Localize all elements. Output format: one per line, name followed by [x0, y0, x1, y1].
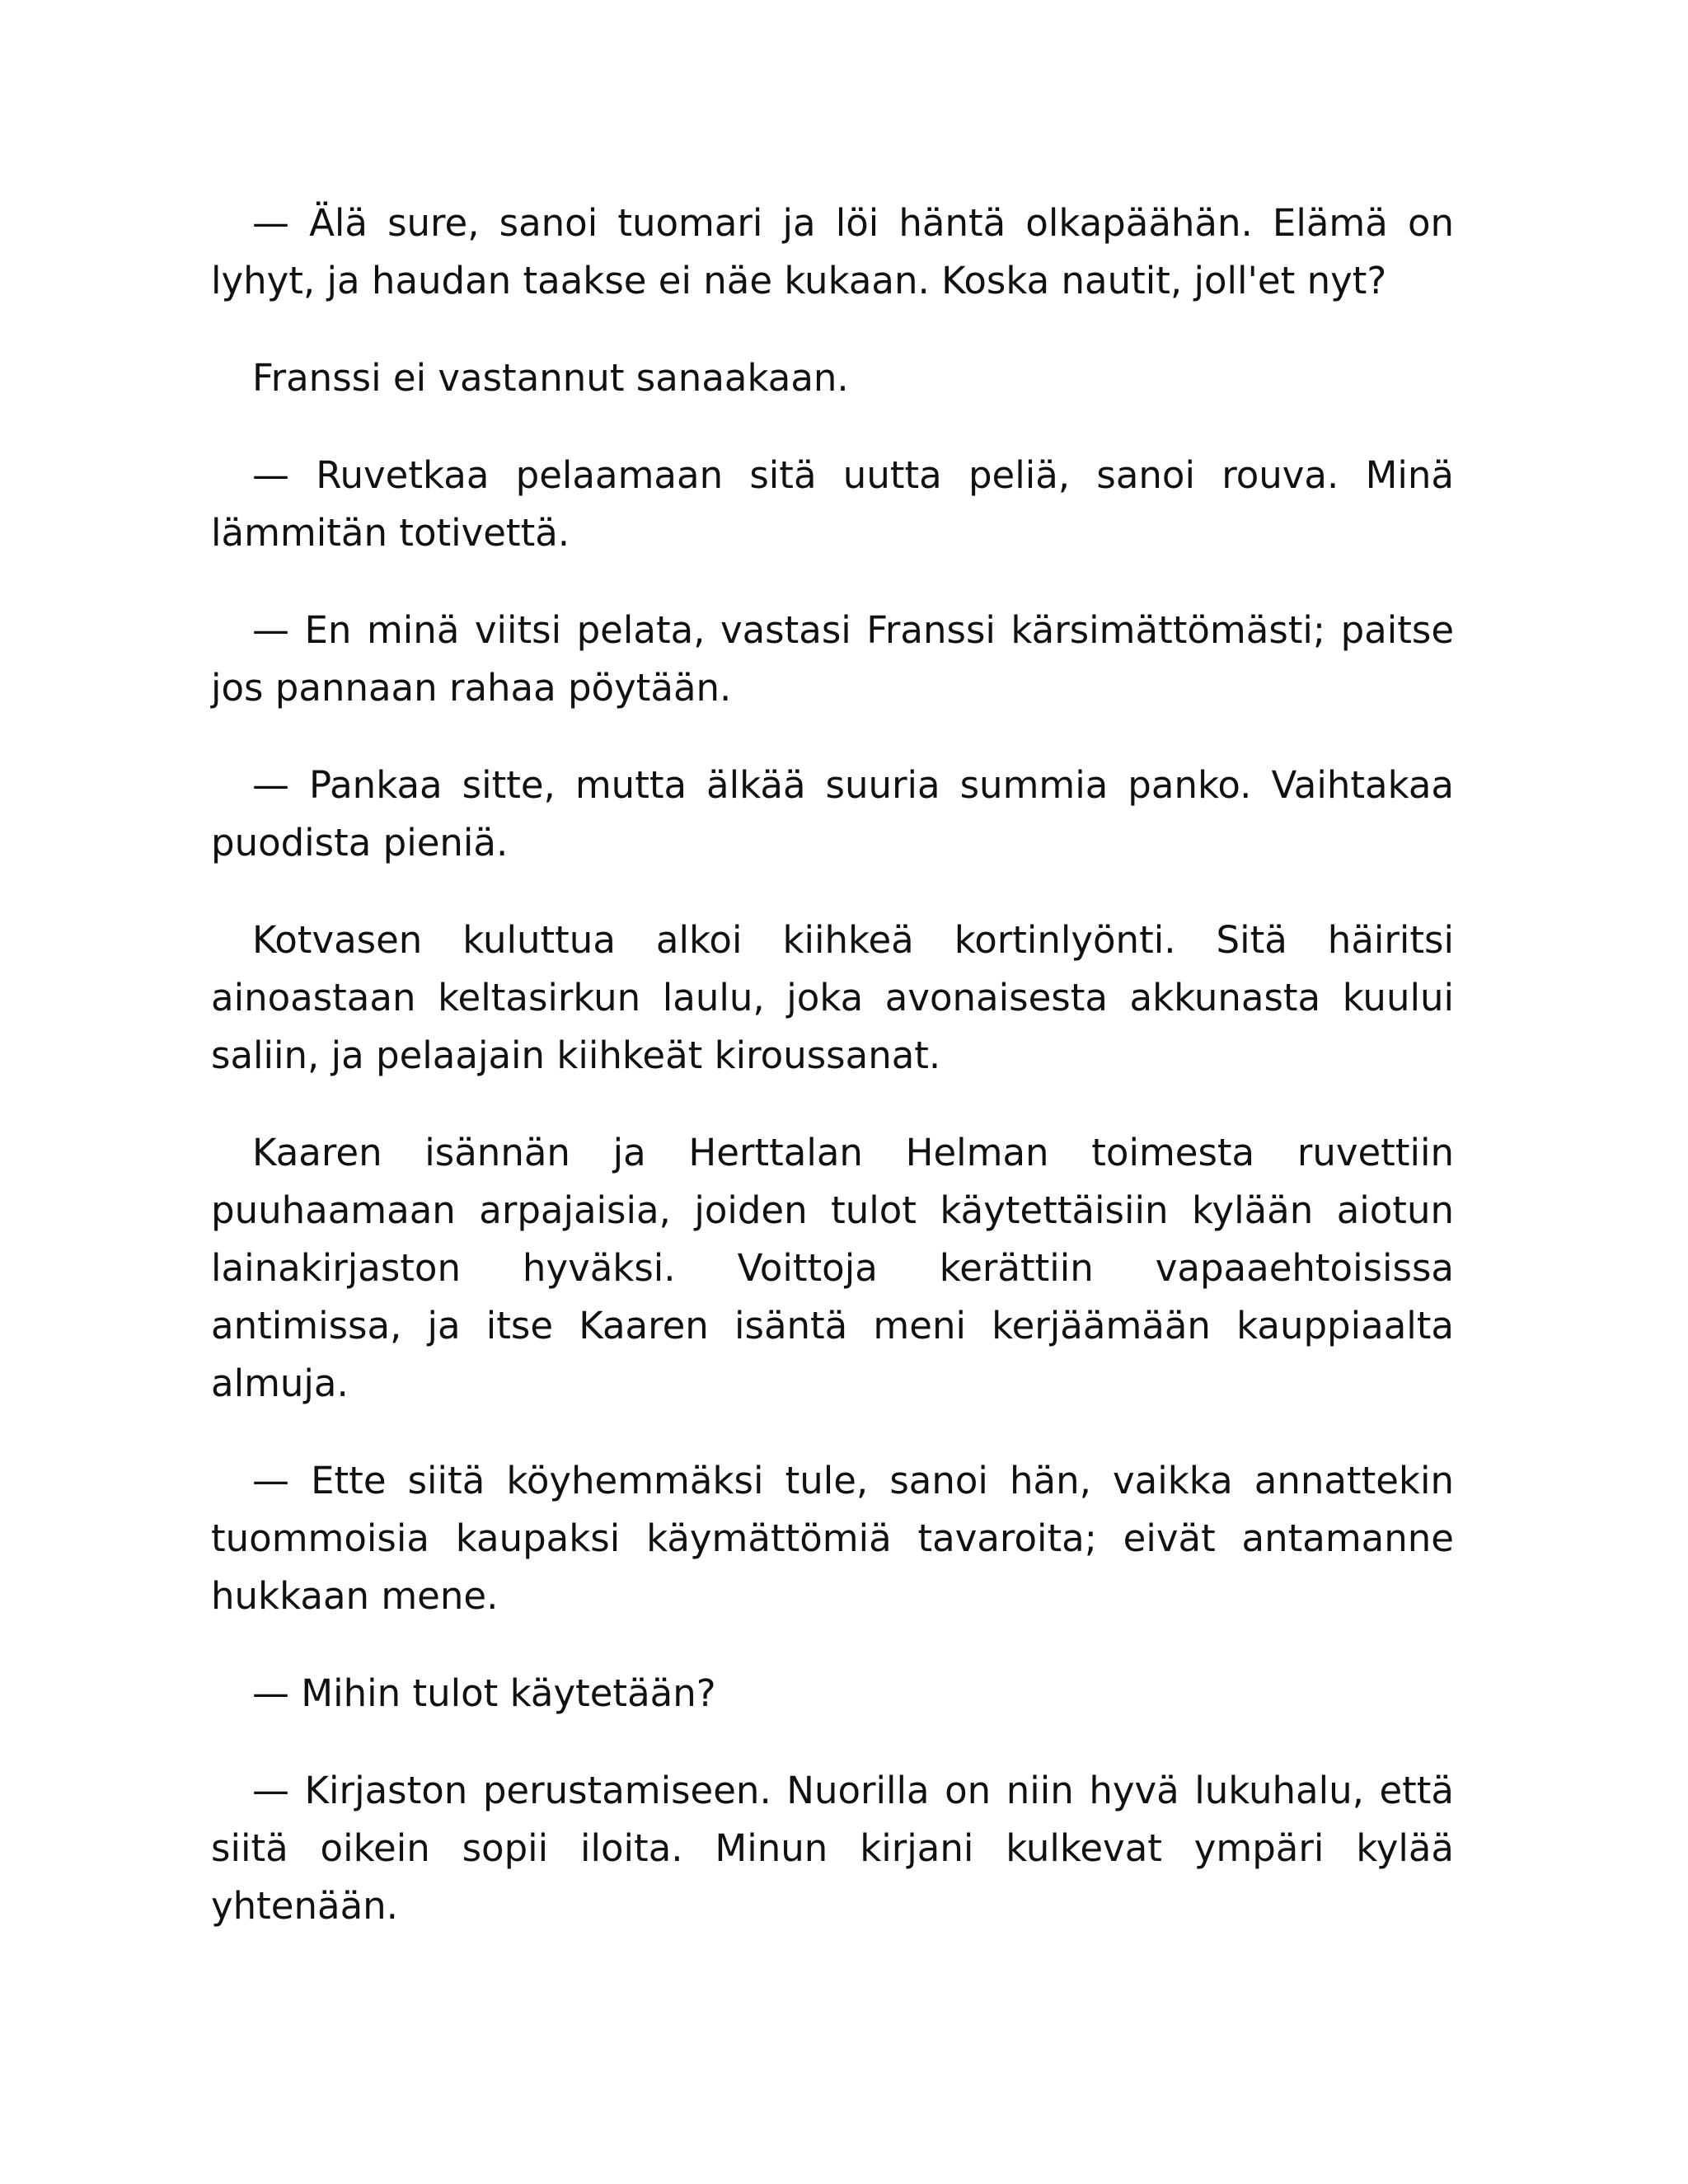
paragraph-10: — Kirjaston perustamiseen. Nuorilla on niin hyvä lukuhalu, että siitä oikein sopii iloita. Minun kirjani kulkevat ympäri kylää yhtenään. [211, 1769, 1454, 1928]
paragraph-1: — Älä sure, sanoi tuomari ja löi häntä olkapäähän. Elämä on lyhyt, ja haudan taakse ei näe kukaan. Koska nautit, joll'et nyt? [211, 201, 1454, 302]
paragraph-8: — Ette siitä köyhemmäksi tule, sanoi hän, vaikka annattekin tuommoisia kaupaksi käymättömiä tavaroita; eivät antamanne hukkaan mene. [211, 1459, 1454, 1618]
paragraph-9: — Mihin tulot käytetään? [252, 1671, 716, 1715]
paragraph-5: — Pankaa sitte, mutta älkää suuria summia panko. Vaihtakaa puodista pieniä. [211, 763, 1454, 865]
paragraph-2: Franssi ei vastannut sanaakaan. [252, 356, 849, 400]
paragraph-3: — Ruvetkaa pelaamaan sitä uutta peliä, sanoi rouva. Minä lämmitän totivettä. [211, 453, 1454, 555]
paragraph-7: Kaaren isännän ja Herttalan Helman toimesta ruvettiin puuhaamaan arpajaisia, joiden tulot käytettäisiin kylään aiotun lainakirjaston hyväksi. Voittoja kerättiin vapaaehtoisissa antimissa, ja itse Kaaren isäntä meni kerjäämään kauppiaalta almuja. [211, 1131, 1454, 1405]
paragraph-6: Kotvasen kuluttua alkoi kiihkeä kortinlyönti. Sitä häiritsi ainoastaan keltasirkun laulu, joka avonaisesta akkunasta kuului saliin, ja pelaajain kiihkeät kiroussanat. [211, 918, 1454, 1077]
document-page [211, 194, 1454, 1975]
paragraph-4: — En minä viitsi pelata, vastasi Franssi kärsimättömästi; paitse jos pannaan rahaa pöytään. [211, 608, 1454, 710]
